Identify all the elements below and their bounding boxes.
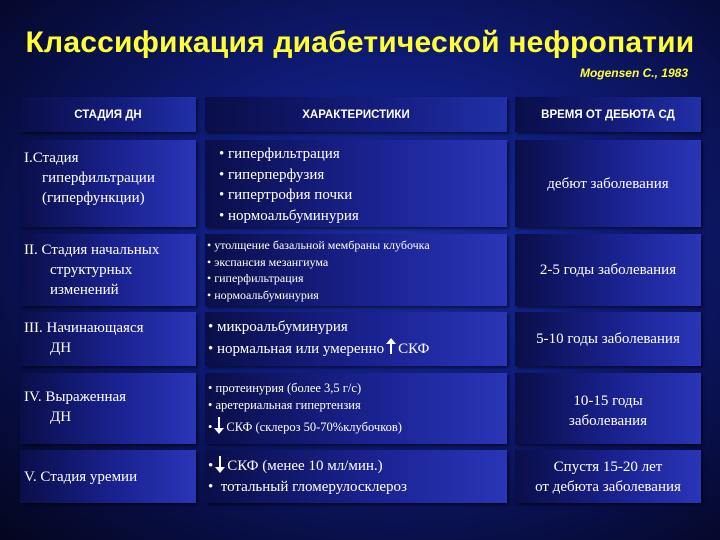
row-3-time — [515, 312, 701, 366]
row-5-time — [515, 450, 701, 503]
row-1-time-line: дебют заболевания — [547, 175, 669, 192]
characteristic-item: • нормоальбуминурия — [207, 287, 319, 302]
characteristic-item: • аретериальная гипертензия — [208, 398, 361, 412]
row-5-time-line: Спустя 15-20 лет — [553, 458, 663, 475]
bullet: • — [208, 420, 213, 434]
characteristic-text: • нормальная или умеренно — [208, 341, 385, 357]
characteristic-item: • утолщение базальной мембраны клубочка — [207, 238, 430, 252]
row-2-stage-line: II. Стадия начальных — [24, 242, 160, 258]
characteristic-item: • экспансия мезангиума — [207, 254, 329, 269]
row-2-time — [515, 234, 701, 306]
characteristic-item: • микроальбуминурия — [208, 319, 348, 335]
header-stage-label: СТАДИЯ ДН — [74, 108, 142, 121]
row-5-characteristics — [205, 450, 507, 503]
row-3-stage — [20, 312, 196, 366]
row-1-stage — [20, 140, 196, 227]
row-2-time-line: 2-5 годы заболевания — [539, 262, 677, 278]
arrow-down-icon — [214, 416, 224, 434]
row-4-stage — [20, 373, 196, 444]
row-4-stage-line: IV. Выраженная — [24, 389, 127, 405]
row-4-time — [515, 373, 701, 444]
characteristic-item: • протеинурия (более 3,5 г/с) — [208, 381, 362, 395]
row-4-characteristics — [205, 373, 507, 444]
row-1-stage-line: I.Стадия — [24, 150, 79, 166]
characteristic-item: • гиперфильтрация — [207, 271, 304, 285]
citation: Mogensen C., 1983 — [579, 66, 688, 80]
row-3-characteristics — [205, 312, 507, 366]
characteristic-item: • нормоальбуминурия — [219, 207, 359, 224]
arrow-down-icon — [215, 455, 225, 473]
characteristic-item: • гиперфильтрация — [219, 146, 340, 162]
bullet: • — [208, 458, 214, 474]
row-4-time-line: 10-15 годы — [573, 393, 643, 409]
row-2-stage — [20, 234, 196, 306]
header-stage — [20, 97, 196, 132]
row-4-time-line: заболевания — [568, 413, 648, 429]
characteristic-item: • гипертрофия почки — [219, 187, 353, 203]
characteristic-item: • гиперперфузия — [219, 166, 325, 183]
characteristic-item — [208, 416, 507, 436]
row-2-characteristics — [205, 234, 507, 306]
row-5-time-line: от дебюта заболевания — [535, 478, 681, 495]
header-time — [515, 97, 701, 132]
characteristic-text: СКФ (склероз 50-70%клубочков) — [226, 420, 402, 434]
header-time-label: ВРЕМЯ ОТ ДЕБЮТА СД — [541, 108, 675, 121]
row-3-stage-line: III. Начинающаяся — [24, 320, 144, 336]
row-1-stage-line: (гиперфункции) — [42, 190, 145, 206]
row-1-stage-line: гиперфильтрации — [42, 170, 155, 186]
row-5-stage — [20, 450, 196, 503]
header-characteristics-label: ХАРАКТЕРИСТИКИ — [302, 108, 410, 121]
characteristic-text: СКФ — [398, 341, 430, 357]
row-1-time — [515, 140, 701, 227]
row-4-stage-line: ДН — [50, 409, 72, 425]
characteristic-item — [208, 338, 507, 360]
row-2-stage-line: изменений — [50, 282, 119, 298]
slide-title: Классификация диабетической нефропатии — [25, 26, 695, 59]
header-characteristics — [205, 97, 507, 132]
row-2-stage-line: структурных — [50, 262, 133, 278]
characteristic-text: СКФ (менее 10 мл/мин.) — [227, 458, 383, 474]
characteristic-item: • тотальный гломерулосклероз — [208, 479, 407, 495]
arrow-up-icon — [386, 338, 396, 356]
row-3-time-line: 5-10 годы заболевания — [536, 331, 680, 347]
row-5-stage-line: V. Стадия уремии — [24, 469, 138, 485]
row-3-stage-line: ДН — [50, 340, 72, 356]
characteristic-item — [208, 455, 507, 477]
row-1-characteristics — [205, 140, 507, 227]
